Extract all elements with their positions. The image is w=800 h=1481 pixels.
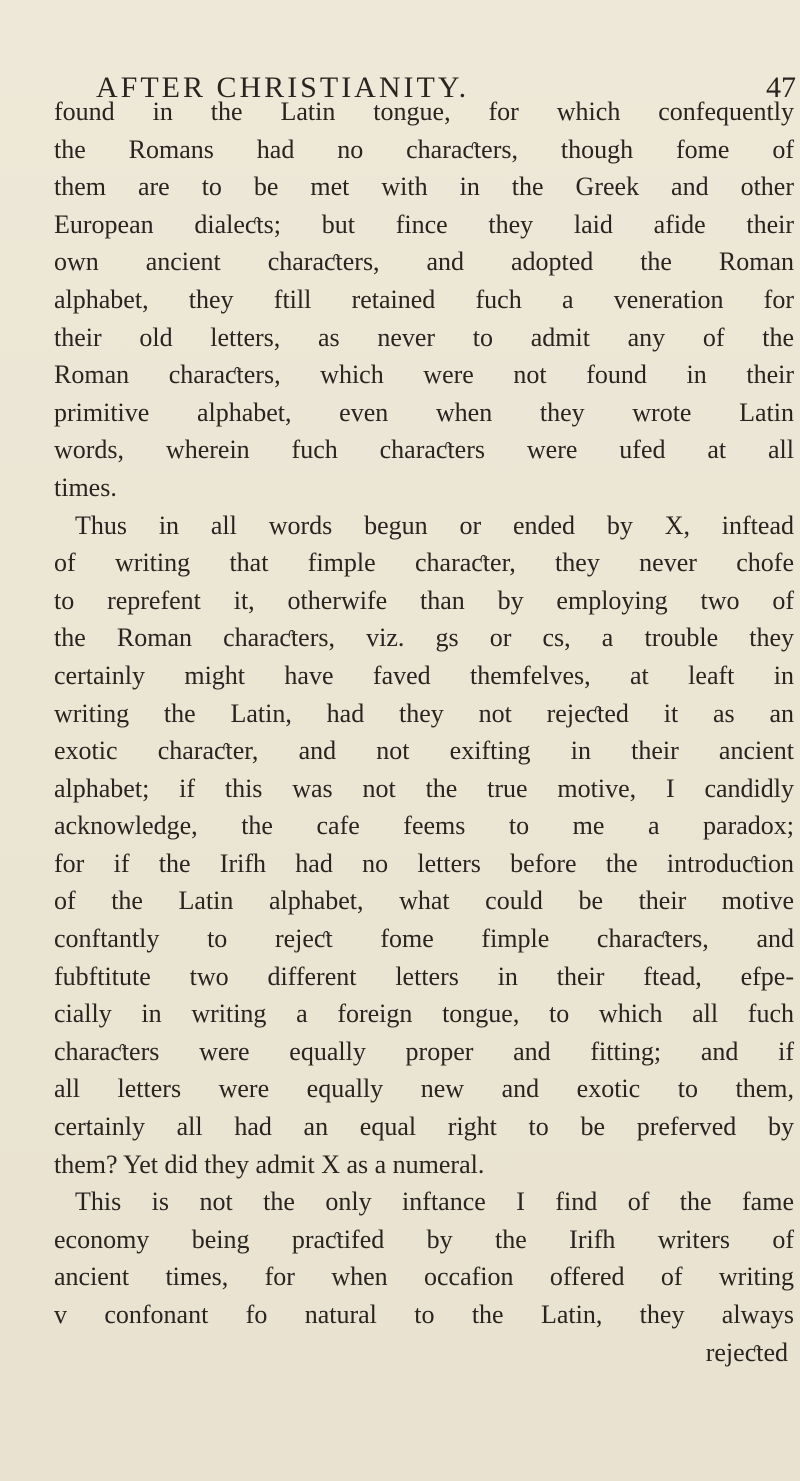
text-line: own ancient charaƈters, and adopted the Roman: [54, 247, 794, 277]
text-line: ancient times, for when occafion offered of writing: [54, 1262, 794, 1292]
page-number: 47: [766, 71, 796, 104]
text-line: of the Latin alphabet, what could be their motive: [54, 886, 794, 916]
text-line: the Romans had no charaƈters, though fome of: [54, 134, 794, 164]
text-line: found in the Latin tongue, for which confequently: [54, 97, 794, 126]
text-line: for if the Irifh had no letters before the introduƈtion: [54, 848, 794, 878]
text-line: Thus in all words begun or ended by X, inftead: [75, 510, 794, 540]
text-line: certainly all had an equal right to be preferved by: [54, 1112, 794, 1142]
text-line: primitive alphabet, even when they wrote Latin: [54, 397, 794, 427]
text-line: cially in writing a foreign tongue, to which all fuch: [54, 999, 794, 1029]
text-line: them are to be met with in the Greek and other: [54, 172, 794, 202]
text-line: words, wherein fuch charaƈters were ufed at all: [54, 435, 794, 465]
text-line: their old letters, as never to admit any of the: [54, 322, 794, 352]
text-line: economy being praƈtifed by the Irifh writers of: [54, 1224, 794, 1254]
text-line: of writing that fimple charaƈter, they never chofe: [54, 548, 794, 578]
text-line: the Roman charaƈters, viz. gs or cs, a trouble they: [54, 623, 794, 653]
text-line: writing the Latin, had they not rejeƈted it as an: [54, 698, 794, 728]
text-line: This is not the only inftance I find of the fame: [75, 1187, 794, 1217]
text-line: fubftitute two different letters in their ftead, efpe-: [54, 961, 794, 991]
text-line: charaƈters were equally proper and fitting; and if: [54, 1036, 794, 1066]
text-line: acknowledge, the cafe feems to me a paradox;: [54, 811, 794, 841]
text-line: European dialeƈts; but fince they laid afide their: [54, 209, 794, 239]
text-line: exotic charaƈter, and not exifting in their ancient: [54, 736, 794, 766]
text-line: times.: [54, 472, 117, 502]
text-line: conftantly to rejeƈt fome fimple charaƈters, and: [54, 924, 794, 954]
running-head-title: AFTER CHRISTIANITY.: [96, 71, 470, 104]
catchword: rejeƈted: [705, 1337, 788, 1367]
text-line: to reprefent it, otherwife than by employing two of: [54, 585, 794, 615]
text-line: them? Yet did they admit X as a numeral.: [54, 1149, 485, 1179]
text-line: certainly might have faved themfelves, at leaft in: [54, 660, 794, 690]
body-text: [54, 93, 794, 1371]
text-line: alphabet; if this was not the true motive, I candidly: [54, 773, 794, 803]
text-line: v confonant fo natural to the Latin, they always: [54, 1300, 794, 1329]
text-line: Roman charaƈters, which were not found in their: [54, 360, 794, 390]
text-line: alphabet, they ftill retained fuch a veneration for: [54, 284, 794, 314]
text-line: all letters were equally new and exotic to them,: [54, 1074, 794, 1104]
